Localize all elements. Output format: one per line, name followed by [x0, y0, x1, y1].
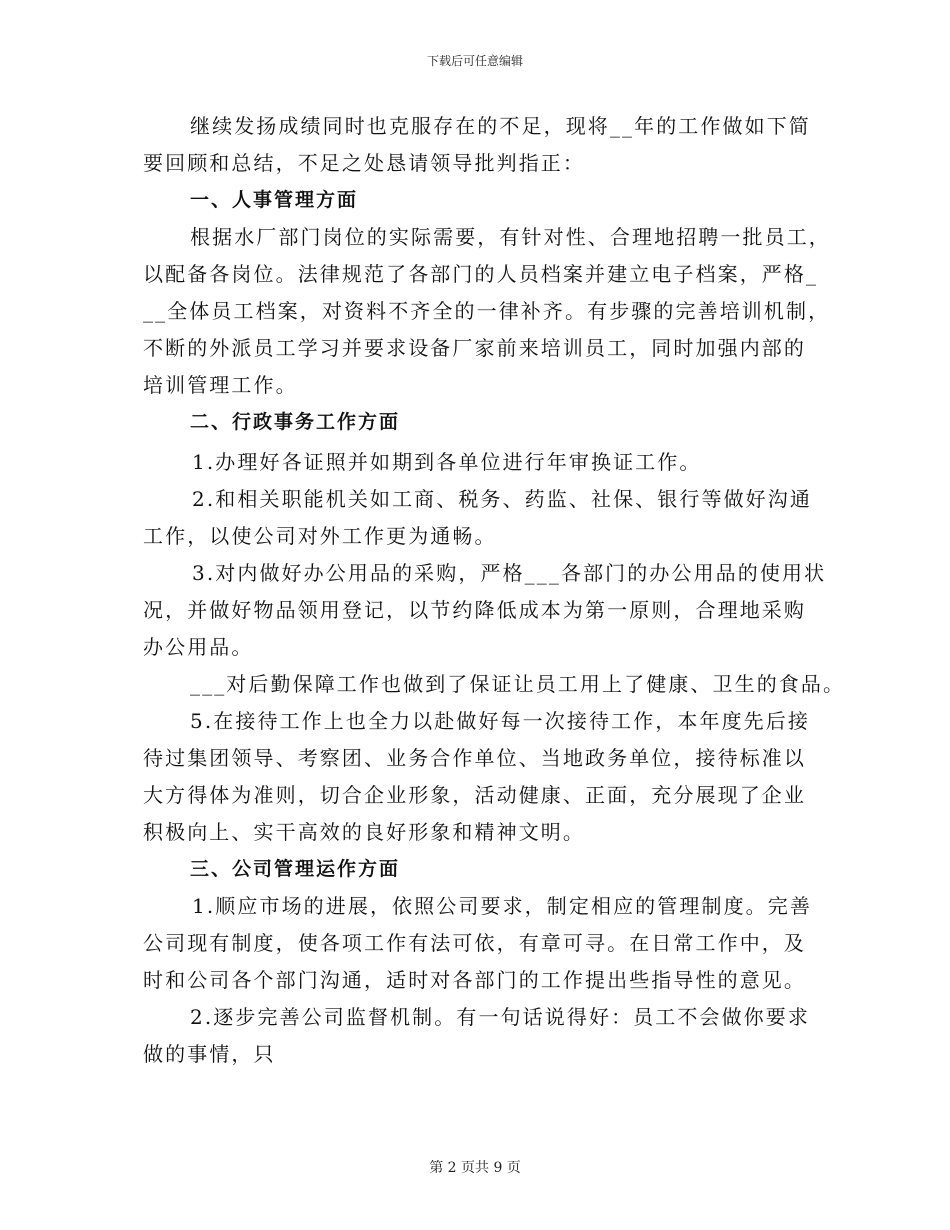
paragraph-line: 积极向上、实干高效的良好形象和精神文明。 [143, 820, 585, 844]
paragraph-line: 大方得体为准则，切合企业形象，活动健康、正面，充分展现了企业 [143, 783, 806, 807]
paragraph-line: 5.在接待工作上也全力以赴做好每一次接待工作，本年度先后接 [190, 709, 810, 733]
paragraph-line: 2.逐步完善公司监督机制。有一句话说得好：员工不会做你要求 [190, 1005, 810, 1029]
section-heading-personnel: 一、人事管理方面 [190, 189, 359, 211]
paragraph-line: 工作，以使公司对外工作更为通畅。 [143, 524, 497, 548]
paragraph-line: __全体员工档案，对资料不齐全的一律补齐。有步骤的完善培训机制， [143, 299, 831, 323]
paragraph-line: 1.办理好各证照并如期到各单位进行年审换证工作。 [192, 450, 702, 474]
paragraph-line: 继续发扬成绩同时也克服存在的不足，现将__年的工作做如下简 [190, 114, 811, 138]
paragraph-line: 做的事情，只 [143, 1042, 276, 1066]
paragraph-line: 不断的外派员工学习并要求设备厂家前来培训员工，同时加强内部的 [143, 336, 806, 360]
paragraph-line: 2.和相关职能机关如工商、税务、药监、社保、银行等做好沟通 [192, 487, 812, 511]
paragraph-line: 况，并做好物品领用登记，以节约降低成本为第一原则，合理地采购 [143, 598, 806, 622]
section-heading-administration: 二、行政事务工作方面 [190, 411, 401, 433]
paragraph-line: 以配备各岗位。法律规范了各部门的人员档案并建立电子档案，严格_ [143, 262, 819, 286]
paragraph-line: 时和公司各个部门沟通，适时对各部门的工作提出些指导性的意见。 [143, 968, 806, 992]
page-footer-page-number: 第 2 页共 9 页 [429, 1160, 521, 1176]
paragraph-line: 根据水厂部门岗位的实际需要，有针对性、合理地招聘一批员工， [190, 225, 831, 249]
paragraph-line: 要回顾和总结，不足之处恳请领导批判指正： [143, 151, 585, 175]
paragraph-line: ___对后勤保障工作也做到了保证让员工用上了健康、卫生的食品。 [190, 672, 846, 696]
paragraph-line: 1.顺应市场的进展，依照公司要求，制定相应的管理制度。完善 [192, 894, 812, 918]
paragraph-line: 3.对内做好办公用品的采购，严格___各部门的办公用品的使用状 [192, 561, 827, 585]
paragraph-line: 办公用品。 [143, 635, 254, 659]
paragraph-line: 培训管理工作。 [143, 373, 298, 397]
paragraph-line: 公司现有制度，使各项工作有法可依，有章可寻。在日常工作中，及 [143, 931, 806, 955]
paragraph-line: 待过集团领导、考察团、业务合作单位、当地政务单位，接待标准以 [143, 746, 806, 770]
section-heading-company-management: 三、公司管理运作方面 [190, 858, 401, 880]
page-header: 下载后可任意编辑 [426, 54, 523, 68]
